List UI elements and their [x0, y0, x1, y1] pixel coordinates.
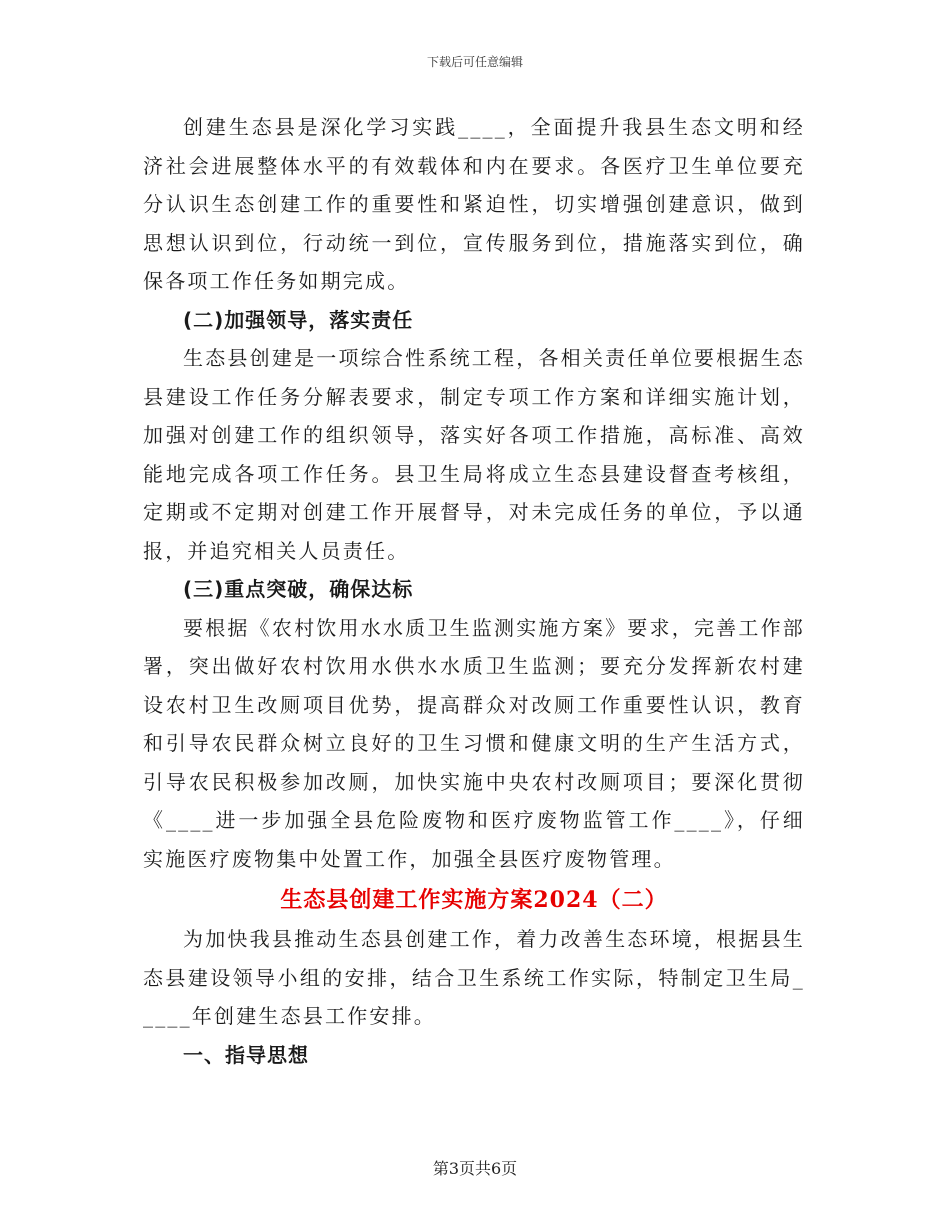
- heading-leadership: (二)加强领导，落实责任: [183, 307, 414, 332]
- paragraph-breakthrough: 要根据《农村饮用水水质卫生监测实施方案》要求，完善工作部署，突出做好农村饮用水供水水质卫生监测；要充分发挥新农村建设农村卫生改厕项目优势，提高群众对改厕工作重要性认识，教育和引导农民群众树立良好的卫生习惯和健康文明的生产生活方式，引导农民积极参加改厕，加快实施中央农村改厕项目；要深化贯彻《____进一步加强全县危险废物和医疗废物监管工作____》，仔细实施医疗废物集中处置工作，加强全县医疗废物管理。: [143, 615, 805, 871]
- document-body: [143, 108, 805, 1074]
- page-header: 下载后可任意编辑: [426, 55, 523, 69]
- paragraph-intro: 创建生态县是深化学习实践____，全面提升我县生态文明和经济社会进展整体水平的有效载体和内在要求。各医疗卫生单位要充分认识生态创建工作的重要性和紧迫性，切实增强创建意识，做到思想认识到位，行动统一到位，宣传服务到位，措施落实到位，确保各项工作任务如期完成。: [143, 115, 805, 293]
- paragraph-plan-intro: 为加快我县推动生态县创建工作，着力改善生态环境，根据县生态县建设领导小组的安排，结合卫生系统工作实际，特制定卫生局_____年创建生态县工作安排。: [143, 927, 805, 1028]
- page-number: 第3页共6页: [432, 1159, 518, 1178]
- heading-breakthrough: (三)重点突破，确保达标: [183, 577, 414, 601]
- paragraph-leadership: 生态县创建是一项综合性系统工程，各相关责任单位要根据生态县建设工作任务分解表要求，制定专项工作方案和详细实施计划，加强对创建工作的组织领导，落实好各项工作措施，高标准、高效能地完成各项工作任务。县卫生局将成立生态县建设督查考核组，定期或不定期对创建工作开展督导，对未完成任务的单位，予以通报，并追究相关人员责任。: [143, 346, 805, 563]
- section-title: 生态县创建工作实施方案2024（二）: [280, 887, 668, 913]
- heading-guiding-ideology: 一、指导思想: [183, 1042, 309, 1067]
